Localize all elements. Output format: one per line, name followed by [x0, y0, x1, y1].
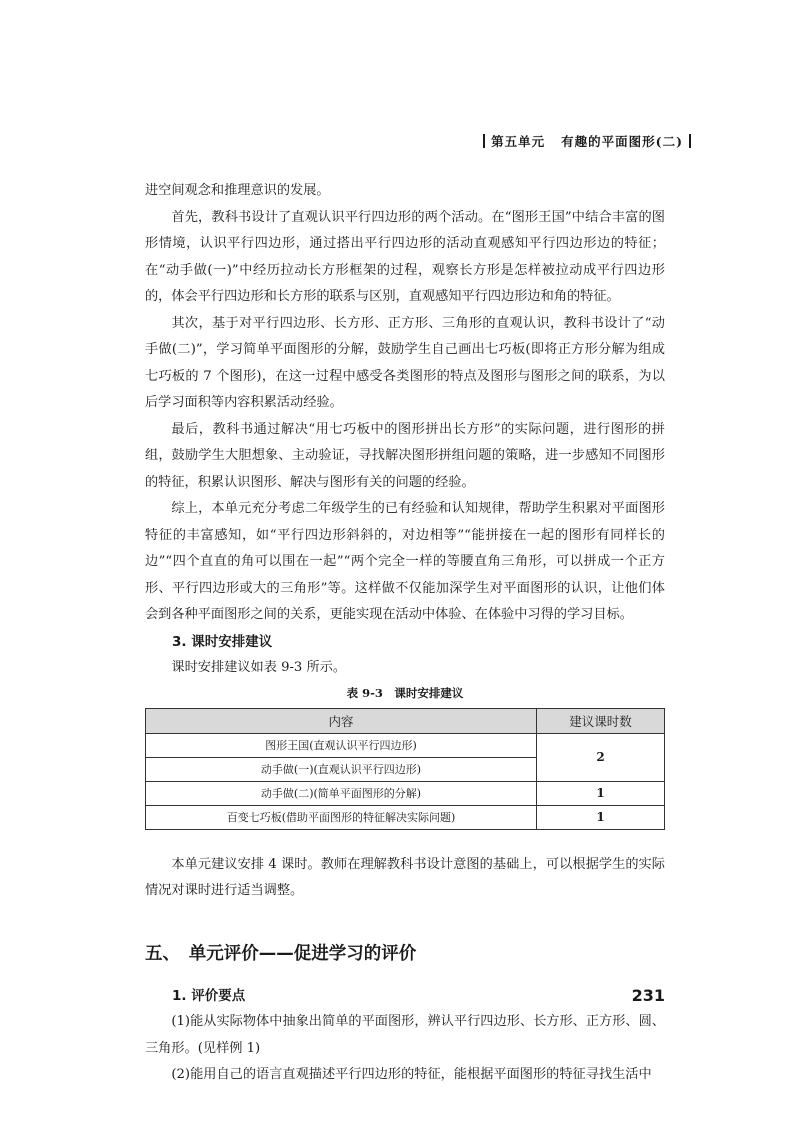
header-title: 有趣的平面图形(二) [561, 134, 683, 149]
page-number: 231 [631, 986, 665, 1005]
table-cell-content: 百变七巧板(借助平面图形的特征解决实际问题) [146, 805, 537, 829]
schedule-heading: 3. 课时安排建议 [172, 633, 273, 650]
column-header-content: 内容 [146, 708, 537, 733]
table-row [146, 805, 665, 829]
table-row [146, 733, 665, 757]
table-row [146, 781, 665, 805]
table-cell-content: 动手做(一)(直观认识平行四边形) [146, 757, 537, 781]
page-body [145, 178, 665, 1089]
evaluation-subheading: 1. 评价要点 [172, 987, 246, 1004]
header-left-bar [483, 134, 485, 148]
header-right-bar [689, 134, 691, 148]
table-cell-hours: 1 [537, 805, 665, 829]
running-header [477, 132, 697, 150]
header-unit: 第五单元 [491, 134, 546, 149]
paragraph-second: 其次，基于对平行四边形、长方形、正方形、三角形的直观认识，教科书设计了“动手做(二)”，学习简单平面图形的分解，鼓励学生自己画出七巧板(即将正方形分解为组成七巧板的 7 个图形)，在这一过程中感受各类图形的特点及图形与图形之间的联系，为以后学习面积等内容积累活动经验。 [145, 315, 665, 410]
schedule-table [145, 708, 665, 830]
table-cell-hours: 2 [537, 733, 665, 781]
table-cell-hours: 1 [537, 781, 665, 805]
evaluation-item-2: (2)能用自己的语言直观描述平行四边形的特征，能根据平面图形的特征寻找生活中 [171, 1067, 652, 1082]
paragraph-summary: 综上，本单元充分考虑二年级学生的已有经验和认知规律，帮助学生积累对平面图形特征的丰富感知，如“平行四边形斜斜的，对边相等”“能拼接在一起的图形有同样长的边”“四个直直的角可以围在一起”“两个完全一样的等腰直角三角形，可以拼成一个正方形、平行四边形或大的三角形”等。这样做不仅能加深学生对平面图形的认识，让他们体会到各种平面图形之间的关系，更能实现在活动中体验、在体验中习得的学习目标。 [145, 501, 665, 622]
paragraph-continuation: 进空间观念和推理意识的发展。 [145, 183, 330, 198]
column-header-hours: 建议课时数 [537, 708, 665, 733]
table-cell-content: 图形王国(直观认识平行四边形) [146, 733, 537, 757]
table-caption: 表 9-3 课时安排建议 [346, 685, 464, 700]
table-cell-content: 动手做(二)(简单平面图形的分解) [146, 781, 537, 805]
table-header-row [146, 708, 665, 733]
schedule-note: 本单元建议安排 4 课时。教师在理解教科书设计意图的基础上，可以根据学生的实际情况对课时进行适当调整。 [145, 856, 665, 898]
paragraph-first: 首先，教科书设计了直观认识平行四边形的两个活动。在“图形王国”中结合丰富的图形情境，认识平行四边形，通过搭出平行四边形的活动直观感知平行四边形边的特征；在“动手做(一)”中经历拉动长方形框架的过程，观察长方形是怎样被拉动成平行四边形的，体会平行四边形和长方形的联系与区别，直观感知平行四边形边和角的特征。 [145, 209, 665, 304]
schedule-intro: 课时安排建议如表 9-3 所示。 [171, 660, 347, 675]
section-title: 五、 单元评价——促进学习的评价 [145, 943, 417, 964]
paragraph-third: 最后，教科书通过解决“用七巧板中的图形拼出长方形”的实际问题，进行图形的拼组，鼓励学生大胆想象、主动验证，寻找解决图形拼组问题的策略，进一步感知不同图形的特征，积累认识图形、解决与图形有关的问题的经验。 [145, 421, 665, 490]
evaluation-item-1: (1)能从实际物体中抽象出简单的平面图形，辨认平行四边形、长方形、正方形、圆、三角形。(见样例 1) [145, 1014, 665, 1056]
